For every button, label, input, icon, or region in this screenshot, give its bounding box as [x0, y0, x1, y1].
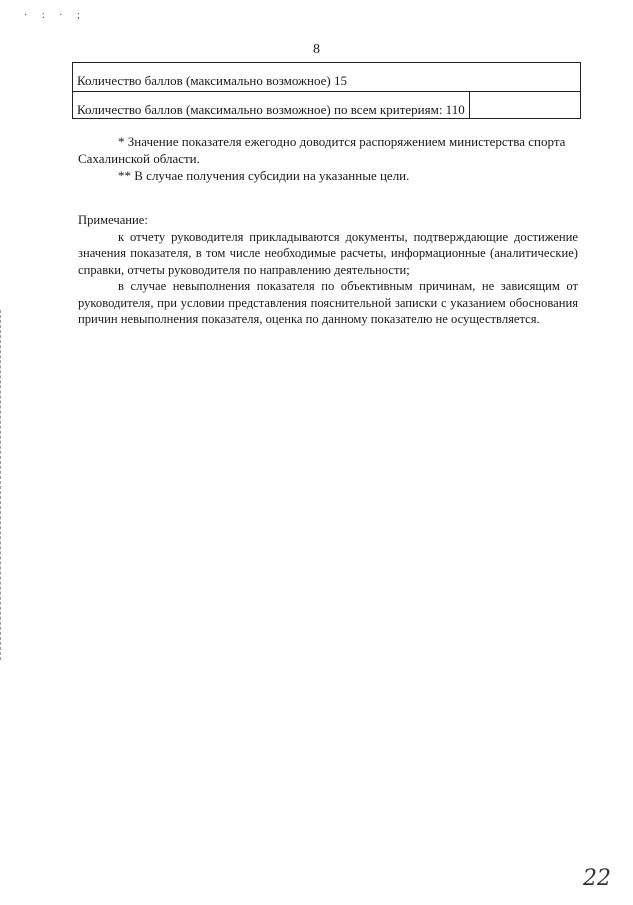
- total-score-cell: Количество баллов (максимально возможное) по всем критериям: 110: [73, 92, 470, 119]
- remark-paragraph-1: к отчету руководителя прикладываются документы, подтверждающие достижение значения показателя, в том числе необходимые расчеты, информационные (аналитические) справки, отчеты руководителя по направлению деятельности;: [78, 229, 578, 277]
- max-score-cell: Количество баллов (максимально возможное) 15: [73, 63, 581, 92]
- scan-edge-marks: [0, 310, 4, 660]
- remark-paragraph-2: в случае невыполнения показателя по объективным причинам, не зависящим от руководителя, при условии представления пояснительной записки с указанием обоснования причин невыполнения показателя, оценка по данному показателю не осуществляется.: [78, 279, 578, 326]
- score-table: [72, 62, 581, 119]
- page-number: 8: [313, 42, 320, 57]
- empty-score-cell: [469, 92, 580, 119]
- remark-block: [78, 212, 578, 328]
- handwritten-page-number: 22: [583, 866, 611, 891]
- footnotes: [78, 133, 578, 184]
- table-row: [73, 63, 581, 92]
- remark-title: Примечание:: [78, 213, 148, 227]
- footnote-1-line-2: Сахалинской области.: [78, 151, 200, 166]
- scan-specks: · : · ;: [24, 10, 86, 21]
- footnote-2: ** В случае получения субсидии на указанные цели.: [118, 168, 410, 183]
- table-row: [73, 92, 581, 119]
- footnote-1-line-1: * Значение показателя ежегодно доводится распоряжением министерства спорта: [118, 134, 566, 149]
